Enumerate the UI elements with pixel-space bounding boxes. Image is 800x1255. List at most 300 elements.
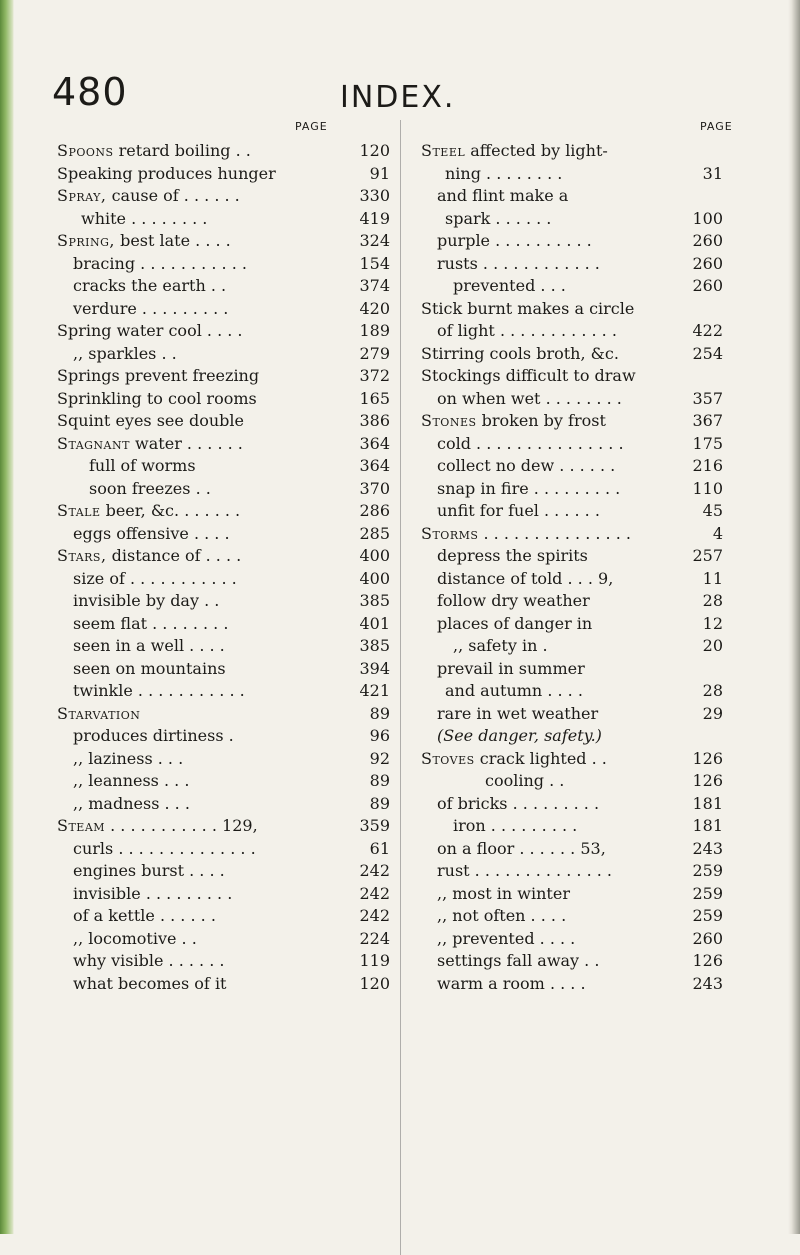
index-entry-label: . . . . . . . . . . . . . . .	[478, 523, 631, 543]
index-entry-text	[57, 928, 355, 951]
index-page-number: 181	[692, 816, 723, 835]
index-entry-label: ,, not often . . . .	[437, 906, 567, 925]
index-entry-text	[421, 613, 699, 636]
index-entry-text	[421, 905, 688, 928]
index-page-number: 61	[369, 838, 390, 858]
index-entry	[57, 163, 390, 186]
index-entry	[421, 838, 723, 861]
index-entry-label: follow dry weather	[437, 591, 590, 610]
index-page-number: 385	[359, 591, 390, 610]
index-entry	[57, 433, 390, 456]
index-entry-text	[57, 680, 355, 703]
index-entry-text	[421, 140, 719, 163]
index-entry	[57, 815, 390, 838]
index-page-number: 224	[359, 928, 390, 948]
index-page-number: 364	[359, 456, 390, 475]
index-entry-label: water . . . . . .	[129, 433, 243, 453]
index-entry-label: seen on mountains	[73, 658, 226, 678]
index-entry-label: ,, madness . . .	[73, 793, 190, 813]
index-entry	[421, 725, 723, 748]
index-page-number: 374	[359, 276, 390, 295]
index-page-number: 330	[359, 186, 390, 205]
index-entry	[421, 320, 723, 343]
index-entry-label: seen in a well . . . .	[73, 636, 225, 655]
index-page-number: 45	[702, 501, 723, 520]
index-heading-word: Starvation	[57, 703, 141, 723]
index-page-number: 385	[359, 636, 390, 655]
index-entry-text	[57, 343, 355, 366]
index-entry	[57, 568, 390, 591]
index-entry-text	[421, 973, 688, 996]
index-entry	[57, 658, 390, 681]
index-entry-text	[57, 208, 355, 231]
index-entry-text	[57, 478, 355, 501]
index-page-number: 401	[359, 613, 390, 633]
index-entry-label: best late . . . .	[115, 231, 231, 250]
index-heading-word: Spring,	[57, 231, 115, 250]
index-entry-label: beer, &c. . . . . . .	[100, 501, 241, 520]
index-page-number: 286	[359, 501, 390, 520]
index-page-number: 216	[692, 456, 723, 475]
index-entry-label: what becomes of it	[73, 973, 227, 993]
index-entry-label: depress the spirits	[437, 546, 588, 565]
index-entry-text	[421, 208, 688, 231]
index-entry	[57, 793, 390, 816]
index-entry	[421, 410, 723, 433]
index-entry-label: Speaking produces hunger	[57, 163, 276, 183]
index-entry	[57, 410, 390, 433]
index-entry-text	[57, 275, 355, 298]
index-entry-text	[57, 410, 355, 433]
index-entry-text	[421, 928, 688, 951]
index-page-number: 359	[359, 816, 390, 835]
index-entry	[421, 478, 723, 501]
index-entry	[57, 860, 390, 883]
index-page-number: 126	[692, 748, 723, 768]
index-entry-label: prevented . . .	[453, 276, 566, 295]
index-entry	[57, 253, 390, 276]
index-entry	[57, 208, 390, 231]
index-entry-label: rare in wet weather	[437, 703, 599, 723]
index-entry	[57, 185, 390, 208]
index-entry-text	[57, 298, 355, 321]
index-entry-label: spark . . . . . .	[445, 208, 552, 228]
page-edge-shadow	[788, 0, 800, 1234]
index-entry	[421, 905, 723, 928]
index-entry-text	[57, 793, 366, 816]
index-entry-label: and flint make a	[437, 186, 569, 205]
index-entry	[421, 230, 723, 253]
index-page-number: 120	[359, 141, 390, 160]
index-entry-text	[57, 950, 355, 973]
index-entry-label: cause of . . . . . .	[106, 186, 240, 205]
index-entry-label: rusts . . . . . . . . . . . .	[437, 253, 600, 273]
index-entry-label: collect no dew . . . . . .	[437, 456, 616, 475]
book-spine-edge	[0, 0, 14, 1234]
index-entry-label: cold . . . . . . . . . . . . . . .	[437, 433, 624, 453]
index-entry	[57, 635, 390, 658]
index-entry-label: ning . . . . . . . .	[445, 163, 563, 183]
index-entry	[57, 590, 390, 613]
index-entry-text	[57, 433, 355, 456]
index-entry-label: retard boiling . .	[113, 141, 251, 160]
index-entry	[57, 523, 390, 546]
index-entry-text	[57, 860, 355, 883]
index-entry-text	[421, 680, 699, 703]
index-entry-label: ,, locomotive . .	[73, 928, 197, 948]
column-divider	[400, 120, 401, 1255]
index-entry-text	[421, 298, 719, 321]
index-entry-label: engines burst . . . .	[73, 861, 225, 880]
index-entry	[421, 748, 723, 771]
index-entry	[57, 928, 390, 951]
index-page-number: 4	[712, 523, 723, 543]
index-page-number: 279	[359, 343, 390, 363]
index-entry-text	[57, 973, 355, 996]
index-entry	[421, 973, 723, 996]
index-entry	[421, 793, 723, 816]
index-entry-label: of a kettle . . . . . .	[73, 906, 216, 925]
index-entry	[57, 230, 390, 253]
index-entry-text	[421, 253, 688, 276]
index-entry	[57, 905, 390, 928]
index-entry-text	[57, 725, 366, 748]
index-entry-text	[57, 388, 355, 411]
index-entry	[421, 703, 723, 726]
index-entry-label: full of worms	[89, 456, 196, 475]
index-entry-text	[421, 433, 688, 456]
index-page-number: 154	[359, 253, 390, 273]
index-entry-label: Stirring cools broth, &c.	[421, 343, 619, 363]
index-page-number: 242	[359, 883, 390, 903]
index-entry-label: twinkle . . . . . . . . . . .	[73, 681, 245, 700]
index-entry-text	[421, 343, 688, 366]
index-entry	[57, 883, 390, 906]
index-page-number: 28	[702, 591, 723, 610]
index-page-number: 364	[359, 433, 390, 453]
index-entry-text	[57, 838, 366, 861]
index-entry-label: on when wet . . . . . . . .	[437, 388, 622, 408]
index-entry-text	[421, 838, 688, 861]
index-page-number: 96	[369, 726, 390, 745]
index-entry-label: invisible . . . . . . . . .	[73, 883, 233, 903]
index-entry	[421, 500, 723, 523]
index-entry	[421, 208, 723, 231]
index-entry	[57, 455, 390, 478]
index-entry	[57, 680, 390, 703]
index-entry-label: of bricks . . . . . . . . .	[437, 793, 600, 813]
index-page-number: 31	[702, 163, 723, 183]
index-page-number: 260	[692, 276, 723, 295]
index-entry	[421, 680, 723, 703]
index-entry-text	[421, 815, 688, 838]
index-entry-label: ,, leanness . . .	[73, 771, 190, 790]
index-entry	[421, 545, 723, 568]
index-heading-word: Stale	[57, 501, 101, 520]
index-entry	[421, 253, 723, 276]
index-entry-text	[421, 320, 688, 343]
index-entry	[421, 388, 723, 411]
index-entry-label: Squint eyes see double	[57, 411, 244, 430]
index-entry-text	[421, 163, 699, 186]
index-entry-text	[57, 185, 355, 208]
index-page-number: 259	[692, 883, 723, 903]
index-page-number: 394	[359, 658, 390, 678]
index-entry-text	[421, 410, 688, 433]
index-page-number: 242	[359, 861, 390, 880]
index-entry	[421, 590, 723, 613]
index-entry-label: ,, laziness . . .	[73, 748, 184, 768]
index-entry-text	[421, 500, 699, 523]
index-page-number: 259	[692, 861, 723, 880]
index-page-number: 420	[359, 298, 390, 318]
index-page-number: 422	[692, 321, 723, 340]
index-entry-label: eggs offensive . . . .	[73, 523, 230, 543]
index-entry	[57, 140, 390, 163]
index-page-number: 260	[692, 231, 723, 250]
index-page-number: 181	[692, 793, 723, 813]
index-page-number: 243	[692, 838, 723, 858]
index-entry-label: rust . . . . . . . . . . . . . .	[437, 861, 612, 880]
left-column-page-header: PAGE	[295, 120, 328, 133]
index-entry-label: size of . . . . . . . . . . .	[73, 568, 237, 588]
index-entry-label: Springs prevent freezing	[57, 366, 260, 385]
index-entry-label: seem flat . . . . . . . .	[73, 613, 229, 633]
index-entry-label: snap in fire . . . . . . . . .	[437, 478, 621, 498]
index-entry-label: (See danger, safety.)	[437, 726, 602, 745]
index-entry	[57, 388, 390, 411]
index-entry	[421, 365, 723, 388]
index-entry	[421, 658, 723, 681]
index-entry-text	[57, 905, 355, 928]
index-entry	[57, 320, 390, 343]
index-entry-text	[57, 523, 355, 546]
index-page-number: 189	[359, 321, 390, 340]
index-page-number: 367	[692, 411, 723, 430]
index-entry-label: unfit for fuel . . . . . .	[437, 501, 600, 520]
index-entry	[57, 298, 390, 321]
index-entry-text	[421, 478, 688, 501]
index-entry-text	[421, 725, 719, 748]
index-entry-label: produces dirtiness .	[73, 726, 234, 745]
index-entry-text	[421, 950, 688, 973]
index-entry-label: ,, prevented . . . .	[437, 928, 576, 948]
index-entry-text	[57, 815, 355, 838]
index-entry	[57, 500, 390, 523]
index-page-number: 91	[369, 163, 390, 183]
index-page-number: 119	[359, 951, 390, 970]
index-entry-label: Spring water cool . . . .	[57, 321, 243, 340]
index-entry	[421, 950, 723, 973]
index-entry	[421, 455, 723, 478]
index-entry-label: bracing . . . . . . . . . . .	[73, 253, 247, 273]
index-page-number: 120	[359, 973, 390, 993]
index-entry	[57, 275, 390, 298]
index-entry	[57, 343, 390, 366]
index-page-number: 419	[359, 208, 390, 228]
index-entry-text	[57, 770, 366, 793]
index-entry	[57, 365, 390, 388]
index-entry-text	[421, 230, 688, 253]
index-page-number: 89	[369, 703, 390, 723]
index-entry-text	[421, 523, 709, 546]
index-entry-text	[57, 500, 355, 523]
index-entry	[421, 860, 723, 883]
index-entry-text	[421, 703, 699, 726]
index-entry-text	[57, 230, 355, 253]
index-entry-text	[421, 860, 688, 883]
index-page-number: 242	[359, 906, 390, 925]
index-entry-text	[57, 545, 355, 568]
index-page-number: 126	[692, 951, 723, 970]
index-entry-text	[421, 590, 699, 613]
index-entry	[421, 883, 723, 906]
index-entry	[421, 140, 723, 163]
index-entry-label: iron . . . . . . . . .	[453, 816, 578, 835]
index-page-number: 28	[702, 681, 723, 700]
index-entry-text	[421, 185, 719, 208]
index-entry	[57, 770, 390, 793]
index-page-number: 165	[359, 388, 390, 408]
index-entry-text	[57, 703, 366, 726]
index-page-number: 421	[359, 681, 390, 700]
index-entry-label: why visible . . . . . .	[73, 951, 225, 970]
right-index-column	[421, 140, 723, 995]
index-page-number: 400	[359, 568, 390, 588]
index-entry-text	[421, 748, 688, 771]
index-heading-word: Stagnant	[57, 433, 130, 453]
index-entry-label: distance of told . . . 9,	[437, 568, 614, 588]
index-page-number: 20	[702, 636, 723, 655]
index-page-number: 126	[692, 771, 723, 790]
index-heading-word: Stones	[421, 411, 477, 430]
index-entry-text	[421, 365, 719, 388]
right-column-page-header: PAGE	[700, 120, 733, 133]
index-page-number: 110	[692, 478, 723, 498]
index-entry-text	[421, 455, 688, 478]
index-heading-word: Spray,	[57, 186, 107, 205]
index-entry	[57, 838, 390, 861]
index-entry	[57, 545, 390, 568]
index-entry	[57, 703, 390, 726]
index-entry-label: soon freezes . .	[89, 478, 211, 498]
index-entry	[421, 770, 723, 793]
index-page-number: 89	[369, 793, 390, 813]
index-entry	[421, 928, 723, 951]
index-entry-text	[421, 275, 688, 298]
index-entry	[421, 568, 723, 591]
index-entry-label: and autumn . . . .	[445, 681, 583, 700]
index-entry-text	[421, 388, 688, 411]
index-entry-label: cracks the earth . .	[73, 276, 227, 295]
index-page-number: 92	[369, 748, 390, 768]
index-entry	[421, 343, 723, 366]
index-page-number: 259	[692, 906, 723, 925]
index-entry-text	[57, 320, 355, 343]
index-entry-text	[421, 658, 719, 681]
index-heading-word: Spoons	[57, 141, 114, 160]
index-entry-text	[421, 770, 688, 793]
index-entry	[421, 275, 723, 298]
index-page-number: 254	[692, 343, 723, 363]
index-entry-label: of light . . . . . . . . . . . .	[437, 321, 617, 340]
index-entry-label: on a floor . . . . . . 53,	[437, 838, 606, 858]
index-entry-text	[57, 635, 355, 658]
index-entry	[421, 185, 723, 208]
index-heading-word: Stoves	[421, 748, 475, 768]
index-page-number: 400	[359, 546, 390, 565]
index-entry	[421, 523, 723, 546]
index-entry-label: broken by frost	[476, 411, 606, 430]
index-entry-label: affected by light-	[465, 141, 608, 160]
index-entry-label: curls . . . . . . . . . . . . . .	[73, 838, 256, 858]
index-entry	[57, 613, 390, 636]
index-page-number: 29	[702, 703, 723, 723]
index-entry-text	[421, 545, 688, 568]
index-entry-text	[57, 590, 355, 613]
index-entry-label: prevail in summer	[437, 658, 585, 678]
index-entry-label: Stick burnt makes a circle	[421, 298, 635, 318]
index-entry	[57, 973, 390, 996]
index-entry-text	[57, 658, 355, 681]
index-heading-word: Steel	[421, 141, 466, 160]
index-entry-text	[57, 365, 355, 388]
page-number: 480	[52, 70, 128, 114]
index-entry-text	[57, 883, 355, 906]
index-entry-label: settings fall away . .	[437, 951, 600, 970]
index-entry	[421, 163, 723, 186]
index-entry-label: ,, most in winter	[437, 883, 570, 903]
index-entry-label: invisible by day . .	[73, 591, 220, 610]
index-page-number: 357	[692, 388, 723, 408]
index-entry-label: ,, sparkles . .	[73, 343, 177, 363]
index-heading-word: Stars,	[57, 546, 107, 565]
index-page-number: 370	[359, 478, 390, 498]
index-entry	[421, 298, 723, 321]
index-entry-label: distance of . . . .	[106, 546, 242, 565]
index-entry-text	[57, 748, 366, 771]
index-page-number: 243	[692, 973, 723, 993]
index-entry	[421, 433, 723, 456]
index-page-number: 285	[359, 523, 390, 543]
left-index-column	[57, 140, 390, 995]
index-page-number: 175	[692, 433, 723, 453]
index-heading-word: Steam	[57, 816, 106, 835]
index-entry-text	[57, 568, 355, 591]
index-entry-text	[421, 793, 688, 816]
index-page-number: 324	[359, 231, 390, 250]
index-entry	[421, 815, 723, 838]
index-entry-text	[421, 568, 699, 591]
index-entry	[421, 613, 723, 636]
index-entry-label: places of danger in	[437, 613, 593, 633]
index-page-number: 100	[692, 208, 723, 228]
index-entry-label: Stockings difficult to draw	[421, 366, 636, 385]
index-entry-label: cooling . .	[485, 771, 565, 790]
index-entry-label: . . . . . . . . . . . 129,	[105, 816, 258, 835]
index-heading-word: Storms	[421, 523, 479, 543]
index-entry	[57, 748, 390, 771]
index-entry	[421, 635, 723, 658]
index-entry-text	[421, 883, 688, 906]
index-page-number: 89	[369, 771, 390, 790]
index-entry-text	[57, 163, 366, 186]
index-entry-text	[421, 635, 699, 658]
index-page-number: 386	[359, 411, 390, 430]
index-entry-label: ,, safety in .	[453, 636, 548, 655]
page-title: INDEX.	[340, 80, 456, 115]
index-entry-label: purple . . . . . . . . . .	[437, 231, 592, 250]
